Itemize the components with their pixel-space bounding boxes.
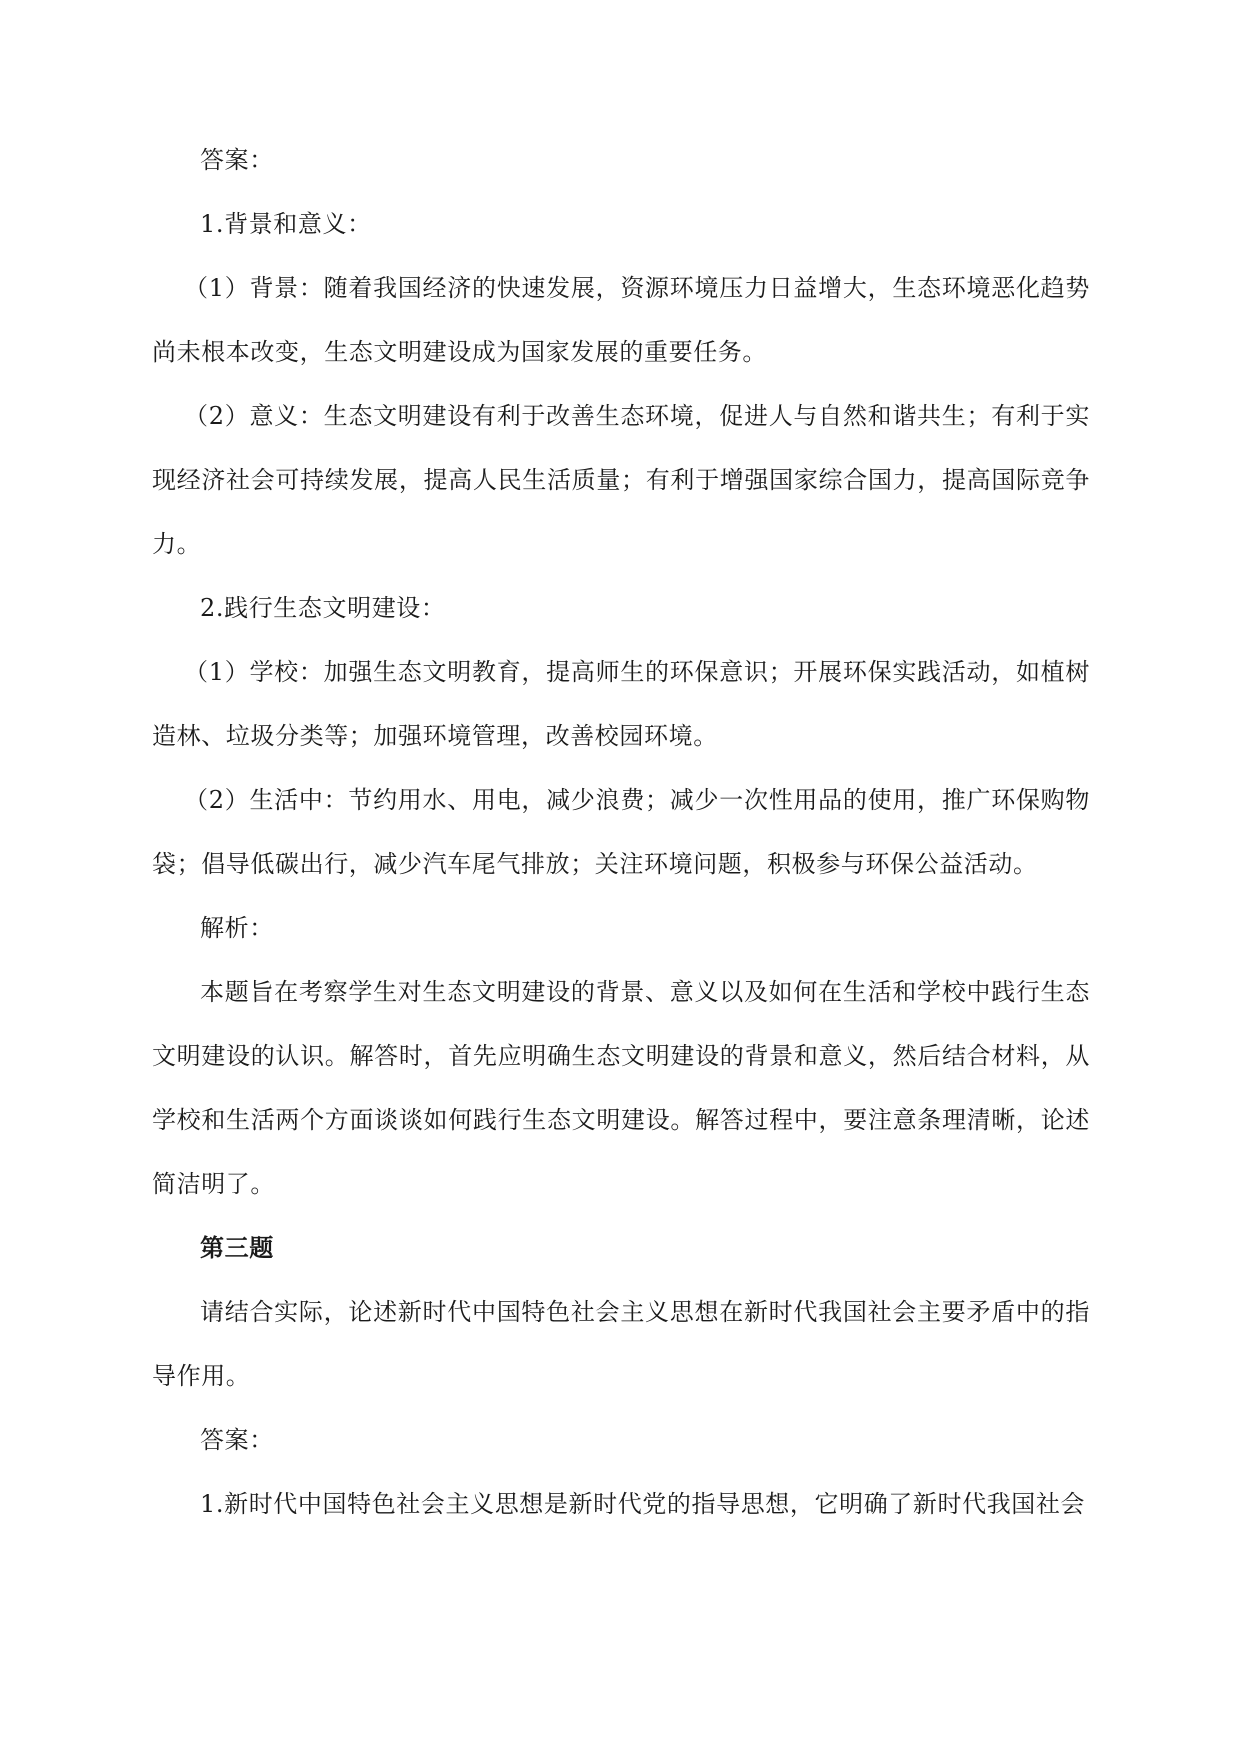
life-practice-paragraph: （2）生活中：节约用水、用电，减少浪费；减少一次性用品的使用，推广环保购物袋；倡导低碳出行，减少汽车尾气排放；关注环境问题，积极参与环保公益活动。 bbox=[152, 786, 1090, 878]
analysis-label: 解析： bbox=[200, 914, 274, 942]
answer-label-second: 答案： bbox=[200, 1426, 274, 1454]
background-paragraph: （1）背景：随着我国经济的快速发展，资源环境压力日益增大，生态环境恶化趋势尚未根本改变，生态文明建设成为国家发展的重要任务。 bbox=[152, 274, 1090, 366]
answer-first-line: 1.新时代中国特色社会主义思想是新时代党的指导思想，它明确了新时代我国社会 bbox=[200, 1490, 1086, 1518]
significance-paragraph: （2）意义：生态文明建设有利于改善生态环境，促进人与自然和谐共生；有利于实现经济社会可持续发展，提高人民生活质量；有利于增强国家综合国力，提高国际竞争力。 bbox=[152, 402, 1090, 558]
answer-label: 答案： bbox=[200, 146, 274, 174]
question-three-heading: 第三题 bbox=[200, 1234, 274, 1262]
analysis-paragraph: 本题旨在考察学生对生态文明建设的背景、意义以及如何在生活和学校中践行生态文明建设的认识。解答时，首先应明确生态文明建设的背景和意义，然后结合材料，从学校和生活两个方面谈谈如何践行生态文明建设。解答过程中，要注意条理清晰，论述简洁明了。 bbox=[152, 978, 1090, 1198]
section-heading-practice: 2.践行生态文明建设： bbox=[200, 594, 446, 622]
school-practice-paragraph: （1）学校：加强生态文明教育，提高师生的环保意识；开展环保实践活动，如植树造林、垃圾分类等；加强环境管理，改善校园环境。 bbox=[152, 658, 1090, 750]
question-three-prompt: 请结合实际，论述新时代中国特色社会主义思想在新时代我国社会主要矛盾中的指导作用。 bbox=[152, 1298, 1090, 1390]
document-body bbox=[152, 128, 1090, 1536]
section-heading-background-significance: 1.背景和意义： bbox=[200, 210, 372, 238]
